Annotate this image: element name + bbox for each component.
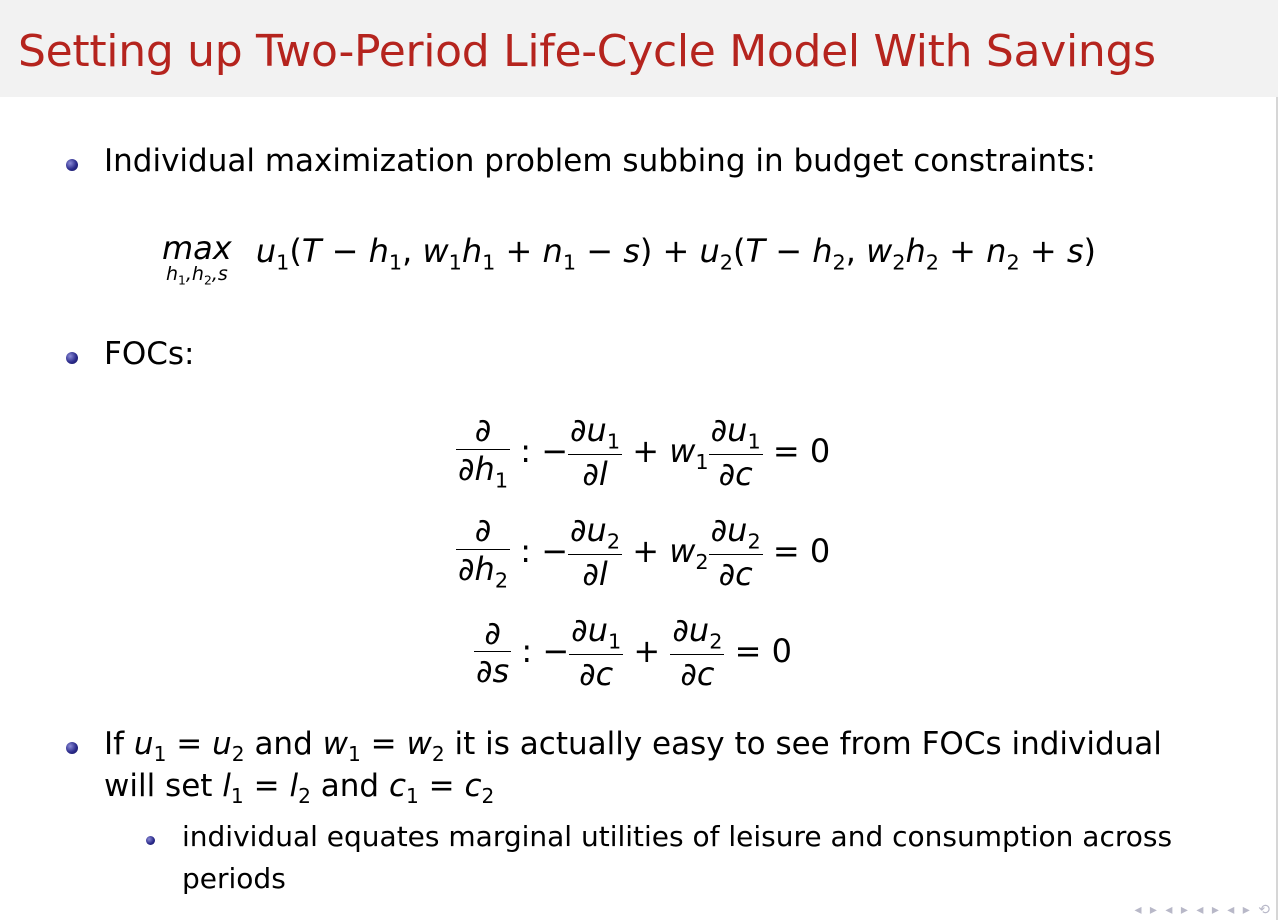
- bullet-icon: [66, 159, 78, 171]
- sub-bullet-text-line-2: periods: [182, 862, 286, 895]
- maximization-equation: max $h_1,h_2,s$ $u_1(T - h_1$, $w_1h_1 + n_1 - s) + u_2(T - h_2$, $w_2h_2 + n_2 + s$): [162, 229, 1096, 288]
- foc-equation-3: $\frac{\partial}{\partial s}$ : − $\frac{\partial u_1}{\partial c}$ + $\frac{\partial u_2}{\partial c}$ = 0: [476, 611, 792, 694]
- slide-title: Setting up Two-Period Life-Cycle Model With Savings: [18, 26, 1156, 77]
- bullet-text-3-line-1: If $u_1 = u_2$ and $w_1 = w_2$ it is actually easy to see from FOCs individual: [104, 726, 1162, 767]
- bullet-text-3-line-2: will set $l_1 = l_2$ and $c_1 = c_2$: [104, 768, 495, 809]
- beamer-navigation-icons[interactable]: ◂ ▸ ◂ ▸ ◂ ▸ ◂ ▸ ⟲: [1134, 902, 1272, 918]
- sub-bullet-text-line-1: individual equates marginal utilities of leisure and consumption across: [182, 820, 1173, 853]
- foc-equation-2: $\frac{\partial}{\partial h_2}$ : − $\frac{\partial u_2}{\partial l}$ + $w_2$ $\frac{\partial u_2}{\partial c}$ = 0: [458, 511, 831, 594]
- sub-bullet-icon: [146, 836, 155, 845]
- foc-equation-1: $\frac{\partial}{\partial h_1}$ : − $\frac{\partial u_1}{\partial l}$ + $w_1$ $\frac{\partial u_1}{\partial c}$ = 0: [458, 411, 831, 494]
- bullet-icon: [66, 742, 78, 754]
- bullet-text-1: Individual maximization problem subbing in budget constraints:: [104, 143, 1096, 179]
- bullet-icon: [66, 352, 78, 364]
- bullet-text-2: FOCs:: [104, 336, 195, 372]
